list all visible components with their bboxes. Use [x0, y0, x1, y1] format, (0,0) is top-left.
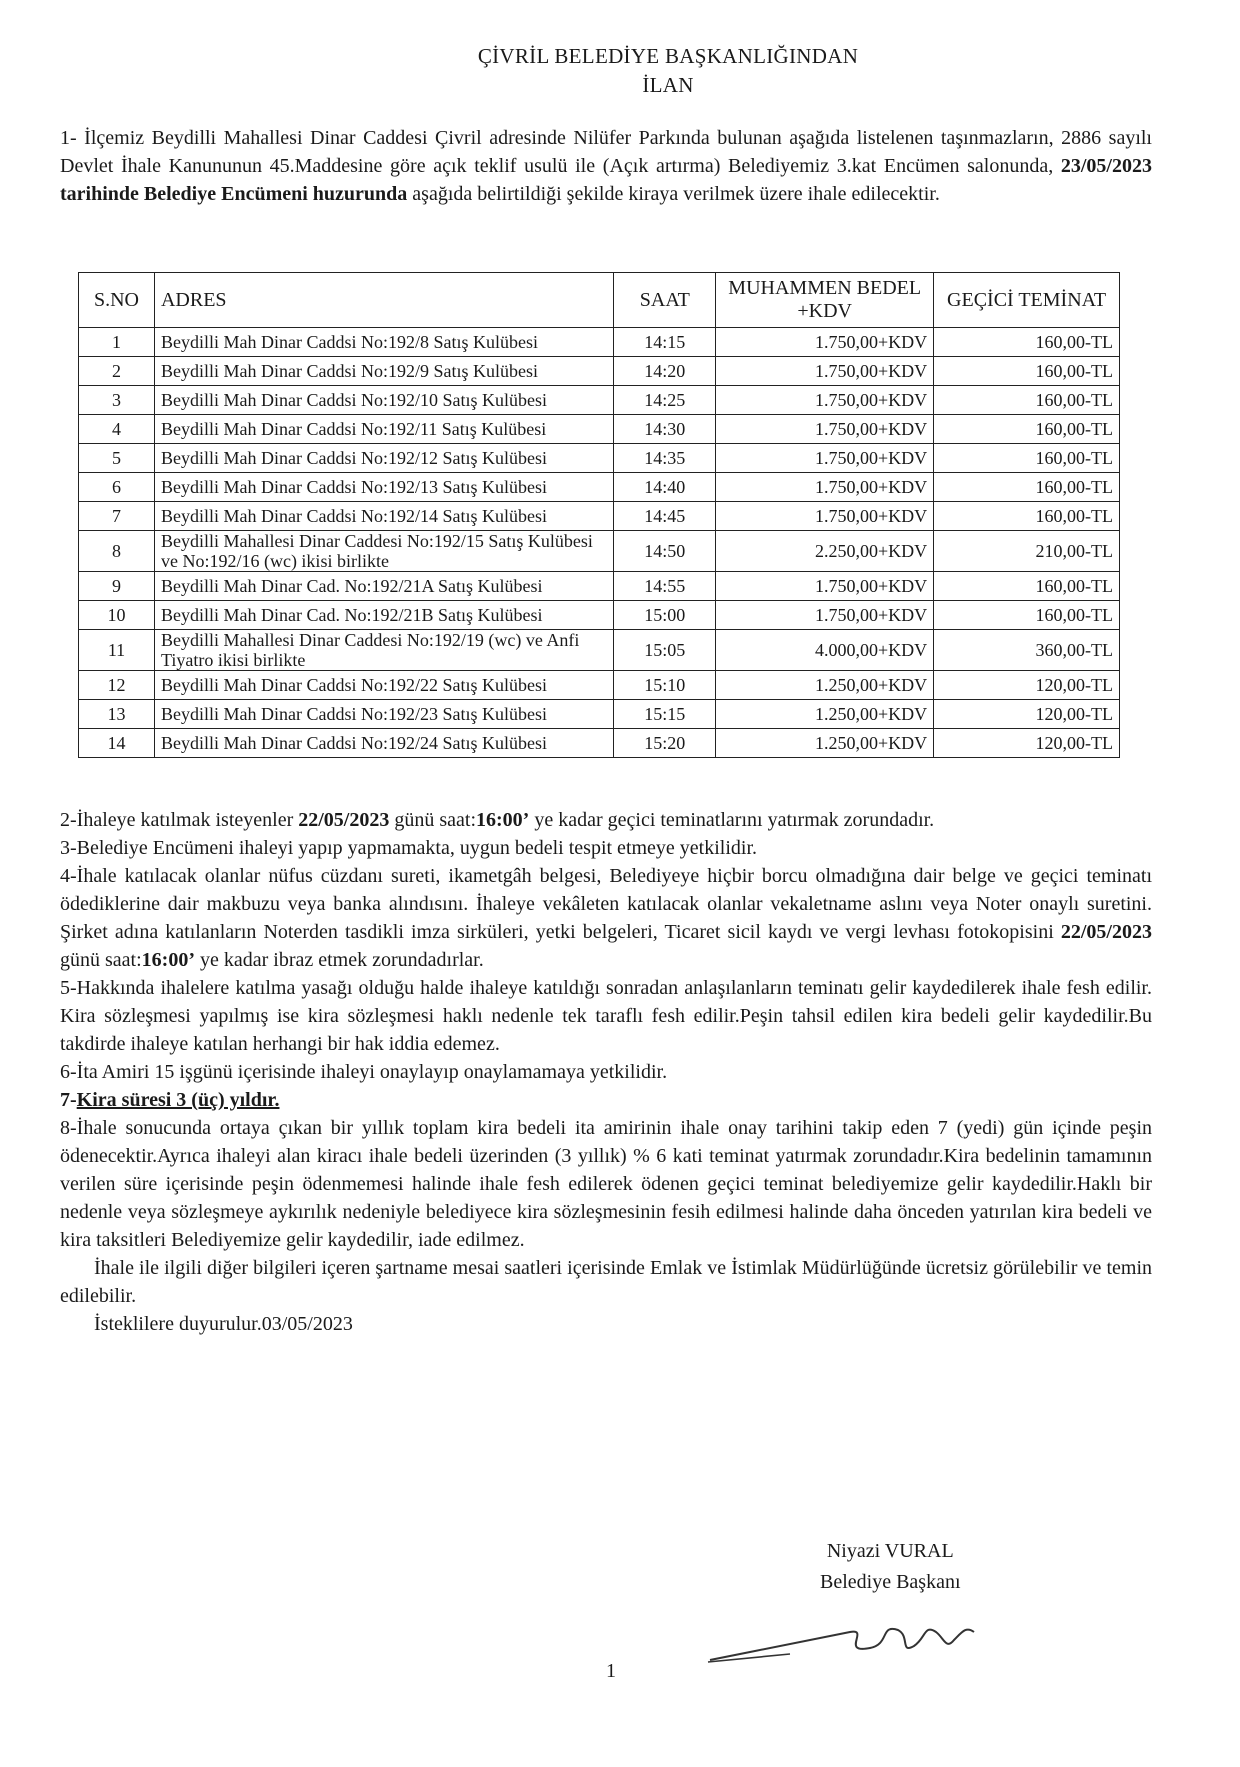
table-row: [79, 630, 1120, 671]
item-2-text-b: günü saat:: [389, 809, 477, 831]
handwritten-signature: [700, 1610, 1000, 1680]
row-time: 14:50: [614, 531, 716, 572]
item-2: [60, 806, 1152, 834]
row-time: 14:30: [614, 415, 716, 444]
announcement-line: İsteklilere duyurulur.03/05/2023: [94, 1313, 353, 1335]
tender-table: [78, 272, 1120, 758]
row-no: 9: [79, 572, 155, 601]
row-address: Beydilli Mah Dinar Caddsi No:192/24 Satış Kulübesi: [154, 729, 613, 758]
row-no: 6: [79, 473, 155, 502]
row-no: 4: [79, 415, 155, 444]
item-2-date: 22/05/2023: [298, 809, 390, 831]
row-time: 14:25: [614, 386, 716, 415]
table-row: [79, 357, 1120, 386]
row-no: 3: [79, 386, 155, 415]
table-row: [79, 531, 1120, 572]
row-address: Beydilli Mah Dinar Caddsi No:192/13 Satış Kulübesi: [154, 473, 613, 502]
intro-text-1: 1- İlçemiz Beydilli Mahallesi Dinar Caddesi Çivril adresinde Nilüfer Parkında bulunan aşağıda listelenen taşınmazların, 2886 sayılı Devlet İhale Kanununun 45.Maddesine göre açık teklif usulü ile (Açık artırma) Belediyemiz 3.kat Encümen salonunda,: [60, 127, 1152, 177]
row-price: 1.750,00+KDV: [716, 444, 934, 473]
row-deposit: 160,00-TL: [934, 328, 1120, 357]
row-address: Beydilli Mah Dinar Caddsi No:192/23 Satış Kulübesi: [154, 700, 613, 729]
conditions-list: [60, 806, 1152, 1338]
row-no: 5: [79, 444, 155, 473]
item-4-text-c: ye kadar ibraz etmek zorundadırlar.: [194, 949, 484, 971]
item-4-time: 16:00’: [141, 949, 195, 971]
row-no: 14: [79, 729, 155, 758]
row-price: 4.000,00+KDV: [716, 630, 934, 671]
item-3: 3-Belediye Encümeni ihaleyi yapıp yapmamakta, uygun bedeli tespit etmeye yetkilidir.: [60, 837, 758, 859]
intro-text-2: aşağıda belirtildiği şekilde kiraya verilmek üzere ihale edilecektir.: [407, 183, 940, 205]
signatory-name: Niyazi VURAL: [826, 1540, 954, 1562]
row-address: Beydilli Mahallesi Dinar Caddesi No:192/19 (wc) ve Anfi Tiyatro ikisi birlikte: [154, 630, 613, 671]
item-7-text: Kira süresi 3 (üç) yıldır.: [76, 1089, 280, 1111]
row-time: 14:55: [614, 572, 716, 601]
row-price: 1.750,00+KDV: [716, 473, 934, 502]
row-time: 14:35: [614, 444, 716, 473]
table-row: [79, 473, 1120, 502]
row-address: Beydilli Mah Dinar Caddsi No:192/14 Satış Kulübesi: [154, 502, 613, 531]
header-deposit: GEÇİCİ TEMİNAT: [934, 273, 1120, 328]
row-price: 1.250,00+KDV: [716, 671, 934, 700]
row-deposit: 160,00-TL: [934, 502, 1120, 531]
item-2-time: 16:00’: [476, 809, 530, 831]
row-address: Beydilli Mah Dinar Caddsi No:192/9 Satış Kulübesi: [154, 357, 613, 386]
table-row: [79, 572, 1120, 601]
item-2-text-c: ye kadar geçici teminatlarını yatırmak zorundadır.: [529, 809, 935, 831]
item-8: 8-İhale sonucunda ortaya çıkan bir yıllık toplam kira bedeli ita amirinin ihale onay tarihini takip eden 7 (yedi) gün içinde peşin ödenecektir.Ayrıca ihaleyi alan kiracı ihale bedeli üzerinden (3 yıllık) % 6 kati teminat yatırmak zorundadır.Kira bedelinin tamamının verilen süre içerisinde peşin ödenmemesi halinde ihale fesh edilerek ödenen geçici teminat belediyemize gelir kaydedilir.Haklı bir nedenle veya sözleşmeye aykırılık nedeniyle belediyece kira sözleşmesinin fesih edilmesi halinde daha önceden yatırılan kira bedeli ve kira taksitleri Belediyemize gelir kaydedilir, iade edilmez.: [60, 1117, 1152, 1251]
table-row: [79, 415, 1120, 444]
row-deposit: 160,00-TL: [934, 386, 1120, 415]
row-no: 2: [79, 357, 155, 386]
row-price: 1.750,00+KDV: [716, 502, 934, 531]
row-price: 1.750,00+KDV: [716, 415, 934, 444]
item-6: 6-İta Amiri 15 işgünü içerisinde ihaleyi onaylayıp onaylamamaya yetkilidir.: [60, 1061, 668, 1083]
row-price: 1.250,00+KDV: [716, 729, 934, 758]
row-address: Beydilli Mah Dinar Caddsi No:192/22 Satış Kulübesi: [154, 671, 613, 700]
row-price: 1.250,00+KDV: [716, 700, 934, 729]
row-deposit: 360,00-TL: [934, 630, 1120, 671]
row-no: 10: [79, 601, 155, 630]
row-deposit: 120,00-TL: [934, 700, 1120, 729]
item-4: [60, 862, 1152, 974]
item-7: [60, 1086, 1152, 1114]
signature-block: [820, 1536, 961, 1598]
row-address: Beydilli Mah Dinar Caddsi No:192/8 Satış Kulübesi: [154, 328, 613, 357]
row-address: Beydilli Mah Dinar Caddsi No:192/10 Satış Kulübesi: [154, 386, 613, 415]
row-deposit: 160,00-TL: [934, 572, 1120, 601]
table-row: [79, 502, 1120, 531]
table-header-row: [79, 273, 1120, 328]
row-price: 1.750,00+KDV: [716, 601, 934, 630]
row-no: 8: [79, 531, 155, 572]
row-time: 15:05: [614, 630, 716, 671]
item-4-text-b: günü saat:: [60, 949, 142, 971]
row-price: 1.750,00+KDV: [716, 386, 934, 415]
item-7-prefix: 7-: [60, 1089, 77, 1111]
row-no: 12: [79, 671, 155, 700]
header-time: SAAT: [614, 273, 716, 328]
row-price: 2.250,00+KDV: [716, 531, 934, 572]
row-time: 15:20: [614, 729, 716, 758]
item-5: 5-Hakkında ihalelere katılma yasağı olduğu halde ihaleye katıldığı sonradan anlaşılanların teminatı gelir kaydedilerek ihale fesh edilir. Kira sözleşmesi yapılmış ise kira sözleşmesi haklı nedenle tek taraflı fesh edilir.Peşin tahsil edilen kira bedeli gelir kaydedilir.Bu takdirde ihaleye katılan herhangi bir hak iddia edemez.: [60, 977, 1152, 1055]
intro-paragraph: [60, 124, 1152, 208]
row-address: Beydilli Mah Dinar Caddsi No:192/12 Satış Kulübesi: [154, 444, 613, 473]
row-time: 15:10: [614, 671, 716, 700]
item-2-text: 2-İhaleye katılmak isteyenler: [60, 809, 299, 831]
row-deposit: 210,00-TL: [934, 531, 1120, 572]
header-address: ADRES: [154, 273, 613, 328]
page-number: 1: [606, 1660, 616, 1682]
row-no: 11: [79, 630, 155, 671]
row-no: 1: [79, 328, 155, 357]
row-no: 7: [79, 502, 155, 531]
header-no: S.NO: [79, 273, 155, 328]
intro-bold-date: 23/05/2023 tarihinde Belediye Encümeni huzurunda: [60, 155, 1152, 205]
table-row: [79, 444, 1120, 473]
document-title: ÇİVRİL BELEDİYE BAŞKANLIĞINDAN: [477, 44, 859, 68]
row-deposit: 120,00-TL: [934, 671, 1120, 700]
row-deposit: 160,00-TL: [934, 357, 1120, 386]
row-time: 15:15: [614, 700, 716, 729]
header-price: MUHAMMEN BEDEL +KDV: [716, 273, 934, 328]
row-price: 1.750,00+KDV: [716, 328, 934, 357]
table-row: [79, 601, 1120, 630]
row-time: 14:40: [614, 473, 716, 502]
table-row: [79, 700, 1120, 729]
table-row: [79, 328, 1120, 357]
row-time: 15:00: [614, 601, 716, 630]
row-time: 14:45: [614, 502, 716, 531]
row-price: 1.750,00+KDV: [716, 572, 934, 601]
document-subtitle: İLAN: [642, 73, 694, 97]
row-price: 1.750,00+KDV: [716, 357, 934, 386]
row-no: 13: [79, 700, 155, 729]
row-address: Beydilli Mahallesi Dinar Caddesi No:192/15 Satış Kulübesi ve No:192/16 (wc) ikisi birlikte: [154, 531, 613, 572]
row-deposit: 160,00-TL: [934, 473, 1120, 502]
row-time: 14:20: [614, 357, 716, 386]
signatory-title: Belediye Başkanı: [820, 1571, 961, 1593]
table-row: [79, 729, 1120, 758]
row-time: 14:15: [614, 328, 716, 357]
row-address: Beydilli Mah Dinar Caddsi No:192/11 Satış Kulübesi: [154, 415, 613, 444]
row-deposit: 160,00-TL: [934, 444, 1120, 473]
table-row: [79, 386, 1120, 415]
row-deposit: 120,00-TL: [934, 729, 1120, 758]
info-paragraph: İhale ile ilgili diğer bilgileri içeren şartname mesai saatleri içerisinde Emlak ve İstimlak Müdürlüğünde ücretsiz görülebilir ve temin edilebilir.: [60, 1257, 1152, 1307]
row-deposit: 160,00-TL: [934, 601, 1120, 630]
row-address: Beydilli Mah Dinar Cad. No:192/21A Satış Kulübesi: [154, 572, 613, 601]
row-deposit: 160,00-TL: [934, 415, 1120, 444]
table-row: [79, 671, 1120, 700]
row-address: Beydilli Mah Dinar Cad. No:192/21B Satış Kulübesi: [154, 601, 613, 630]
item-4-date: 22/05/2023: [1060, 921, 1152, 943]
item-4-text: 4-İhale katılacak olanlar nüfus cüzdanı sureti, ikametgâh belgesi, Belediyeye hiçbir borcu olmadığına dair belge ve geçici teminatı ödediklerine dair makbuzu veya banka alındısını. İhaleye vekâleten katılacak olanlar vekaletname aslını veya Noter onaylı suretini. Şirket adına katılanların Noterden tasdikli imza sirküleri, yetki belgeleri, Ticaret sicil kaydı ve vergi levhası fotokopisini: [60, 865, 1152, 943]
